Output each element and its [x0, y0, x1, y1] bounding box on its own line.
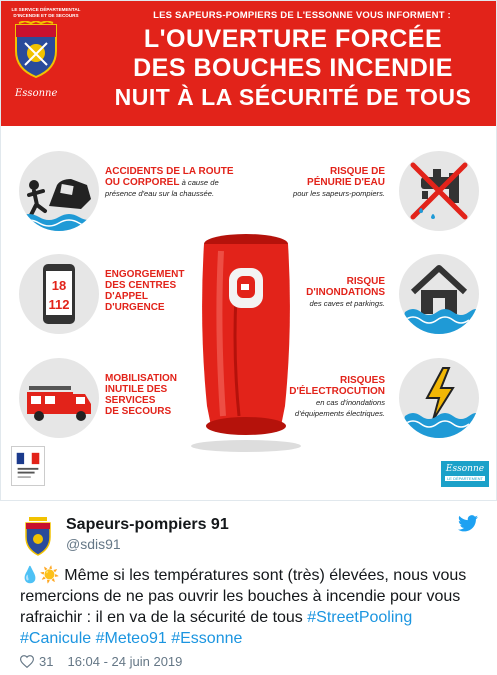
- electrocution-sub-1: en cas d'inondations: [315, 398, 385, 407]
- electrocution-title-1: RISQUES: [339, 375, 385, 386]
- inondations-title-2: D'INONDATIONS: [306, 287, 385, 298]
- accidents-sub: présence d'eau sur la chaussée.: [105, 189, 215, 198]
- tweet-text: [20, 565, 480, 649]
- headline-line-1: L'OUVERTURE FORCÉE: [143, 25, 443, 53]
- shield-icon: [11, 21, 61, 79]
- marianne-icon: [12, 447, 44, 485]
- tweet-card: [0, 501, 497, 675]
- engorgement-title-1: ENGORGEMENT: [105, 269, 185, 280]
- electrocution-title-2: D'ÉLECTROCUTION: [289, 386, 385, 397]
- phone-number-112: 112: [48, 297, 70, 312]
- author-name[interactable]: Sapeurs-pompiers 91: [66, 516, 229, 533]
- poster-headline: [95, 25, 491, 112]
- headline-line-2: DES BOUCHES INCENDIE: [133, 54, 453, 82]
- poster-banner: [1, 1, 497, 126]
- mobilisation-title-1: MOBILISATION: [105, 373, 178, 384]
- phone-number-18: 18: [51, 278, 67, 293]
- inondations-title-1: RISQUE: [346, 276, 385, 287]
- engorgement-title-4: D'URGENCE: [105, 302, 165, 313]
- fire-truck-icon: [19, 358, 99, 438]
- engorgement-title-3: D'APPEL: [105, 291, 148, 302]
- accidents-title-1: ACCIDENTS DE LA ROUTE: [105, 166, 234, 177]
- penurie-sub: pour les sapeurs-pompiers.: [292, 189, 385, 198]
- poster-inform-text: LES SAPEURS-POMPIERS DE L'ESSONNE VOUS INFORMENT :: [153, 10, 451, 21]
- electrocution-item: [235, 375, 385, 418]
- dept-logo-text: Essonne: [445, 464, 485, 474]
- crest-title-line2: D'INCENDIE ET DE SECOURS: [13, 12, 79, 18]
- electrocution-sub-2: d'équipements électriques.: [294, 408, 385, 418]
- essonne-department-logo: [441, 461, 489, 487]
- republique-francaise-logo: [11, 446, 45, 486]
- hashtag-canicule[interactable]: #Canicule: [20, 630, 92, 647]
- mobilisation-title-4: DE SECOURS: [105, 406, 172, 417]
- no-water-tap-icon: [399, 151, 479, 231]
- inondations-item: [235, 276, 385, 309]
- fire-hydrant-illustration: [181, 226, 311, 501]
- inondations-sub: des caves et parkings.: [309, 299, 385, 308]
- penurie-title-2: PÉNURIE D'EAU: [307, 177, 385, 188]
- electric-hazard-icon: [399, 358, 479, 438]
- accidents-title-2: OU CORPOREL: [105, 177, 180, 188]
- tweet-timestamp[interactable]: 16:04 - 24 juin 2019: [67, 654, 183, 669]
- flooded-house-icon: [399, 254, 479, 334]
- hashtag-meteo91[interactable]: #Meteo91: [95, 630, 167, 647]
- hashtag-streetpooling[interactable]: #StreetPooling: [307, 609, 413, 626]
- avatar[interactable]: [21, 515, 55, 557]
- tweet-emoji: 💧☀️: [20, 567, 60, 584]
- penurie-item: [235, 166, 385, 199]
- poster-content: [1, 126, 497, 501]
- author-handle[interactable]: @sdis91: [66, 536, 121, 552]
- engorgement-title-2: DES CENTRES: [105, 280, 177, 291]
- phone-18-112-icon: [19, 254, 99, 334]
- crest-signature: Essonne: [15, 88, 58, 99]
- like-count[interactable]: 31: [39, 654, 54, 669]
- mobilisation-title-3: SERVICES: [105, 395, 156, 406]
- tweet-meta: [20, 654, 182, 669]
- sdis-crest-logo: [11, 7, 81, 119]
- car-crash-icon: [19, 151, 99, 231]
- crest-title-line1: LE SERVICE DÉPARTEMENTAL: [11, 7, 81, 12]
- accidents-title-suffix: à cause de: [179, 178, 219, 187]
- hashtag-essonne[interactable]: #Essonne: [171, 630, 243, 647]
- tweet-body: Même si les températures sont (très) élevées, nous vous remercions de ne pas ouvrir les bouches à incendie pour vous rafraichir : il en va de la sécurité de tous: [20, 567, 467, 626]
- twitter-bird-icon[interactable]: [458, 515, 478, 532]
- dept-logo-small: LE DÉPARTEMENT: [445, 476, 485, 481]
- heart-icon[interactable]: [20, 655, 34, 668]
- penurie-title-1: RISQUE DE: [329, 166, 385, 177]
- mobilisation-title-2: INUTILE DES: [105, 384, 168, 395]
- headline-line-3: NUIT À LA SÉCURITÉ DE TOUS: [114, 84, 472, 110]
